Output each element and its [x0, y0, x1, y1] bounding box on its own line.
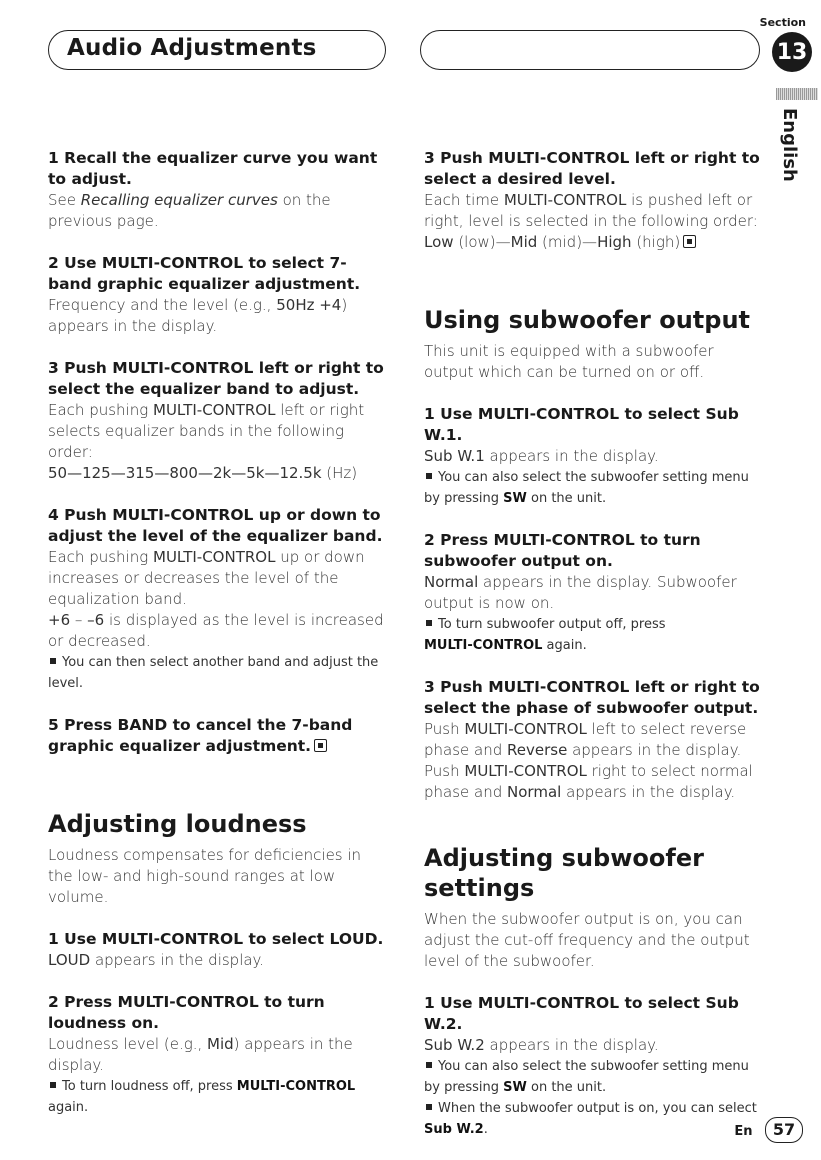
step-body: Sub W.2 appears in the display.	[424, 1036, 659, 1054]
step-heading: 3 Push MULTI-CONTROL left or right to select a desired level.	[424, 149, 760, 188]
page-number: 57	[765, 1117, 803, 1143]
step-heading: 1 Recall the equalizer curve you want to adjust.	[48, 149, 378, 188]
section-intro: This unit is equipped with a subwoofer output which can be turned on or off.	[424, 342, 714, 381]
band-order: 50—125—315—800—2k—5k—12.5k (Hz)	[48, 464, 358, 482]
step-heading: 4 Push MULTI-CONTROL up or down to adjust the level of the equalizer band.	[48, 506, 383, 545]
step-body: Push MULTI-CONTROL left to select reverse phase and Reverse appears in the display. Push MULTI-CONTROL right to select normal phase and Normal appears in the display.	[424, 720, 753, 801]
step-body: See Recalling equalizer curves on the previous page.	[48, 191, 331, 230]
bullet-icon	[50, 1082, 56, 1088]
step-body: Each pushing MULTI-CONTROL up or down increases or decreases the level of the equalization band.	[48, 548, 365, 608]
bullet-icon	[426, 1104, 432, 1110]
section-heading: Using subwoofer output	[424, 306, 751, 334]
section-number-badge: 13	[772, 32, 812, 72]
step-body: LOUD appears in the display.	[48, 951, 265, 969]
step-heading: 1 Use MULTI-CONTROL to select LOUD.	[48, 930, 384, 948]
section-label: Section	[759, 16, 806, 29]
language-label: English	[779, 108, 800, 182]
bullet-icon	[426, 473, 432, 479]
step-heading: 2 Use MULTI-CONTROL to select 7-band graphic equalizer adjustment.	[48, 254, 361, 293]
note: When the subwoofer output is on, you can select Sub W.2.	[424, 1101, 757, 1137]
note: You can also select the subwoofer setting menu by pressing SW on the unit.	[424, 470, 749, 506]
note: To turn subwoofer output off, press MULTI-CONTROL again.	[424, 617, 666, 653]
chapter-title-box	[48, 30, 386, 70]
note: You can also select the subwoofer setting menu by pressing SW on the unit.	[424, 1059, 749, 1095]
bullet-icon	[426, 620, 432, 626]
step-heading: 2 Press MULTI-CONTROL to turn subwoofer output on.	[424, 531, 701, 570]
section-heading: Adjusting loudness	[48, 810, 307, 838]
step-heading: 1 Use MULTI-CONTROL to select Sub W.2.	[424, 994, 739, 1033]
step-heading: 3 Push MULTI-CONTROL left or right to select the equalizer band to adjust.	[48, 359, 384, 398]
bullet-icon	[50, 658, 56, 664]
end-mark-icon	[683, 235, 696, 248]
section-intro: When the subwoofer output is on, you can adjust the cut-off frequency and the output level of the subwoofer.	[424, 910, 750, 970]
note: To turn loudness off, press MULTI-CONTROL again.	[48, 1079, 356, 1115]
step-heading: 5 Press BAND to cancel the 7-band graphic equalizer adjustment.	[48, 716, 353, 755]
level-range: +6 – –6 is displayed as the level is increased or decreased.	[48, 611, 384, 650]
step-heading: 3 Push MULTI-CONTROL left or right to select the phase of subwoofer output.	[424, 678, 760, 717]
note: You can then select another band and adjust the level.	[48, 655, 379, 691]
subtitle-box	[420, 30, 760, 70]
language-tab	[772, 108, 810, 182]
step-body: Loudness level (e.g., Mid) appears in the display.	[48, 1035, 353, 1074]
left-column	[48, 148, 384, 1118]
step-body: Sub W.1 appears in the display.	[424, 447, 659, 465]
step-heading: 1 Use MULTI-CONTROL to select Sub W.1.	[424, 405, 739, 444]
step-body: Normal appears in the display. Subwoofer output is now on.	[424, 573, 737, 612]
bullet-icon	[426, 1062, 432, 1068]
step-body: Each pushing MULTI-CONTROL left or right selects equalizer bands in the following order:	[48, 401, 365, 461]
section-intro: Loudness compensates for deficiencies in the low- and high-sound ranges at low volume.	[48, 846, 362, 906]
right-column	[424, 148, 760, 1140]
step-heading: 2 Press MULTI-CONTROL to turn loudness on.	[48, 993, 325, 1032]
language-code: En	[734, 1124, 753, 1139]
chapter-title: Audio Adjustments	[67, 35, 317, 61]
step-body: Frequency and the level (e.g., 50Hz +4) appears in the display.	[48, 296, 348, 335]
language-tab-marker	[776, 88, 818, 100]
level-order: Low (low)—Mid (mid)—High (high)	[424, 232, 760, 253]
page-footer	[734, 1117, 803, 1143]
end-mark-icon	[314, 739, 327, 752]
step-body: Each time MULTI-CONTROL is pushed left or right, level is selected in the following order:	[424, 191, 758, 230]
section-heading: Adjusting subwoofer settings	[424, 844, 704, 902]
